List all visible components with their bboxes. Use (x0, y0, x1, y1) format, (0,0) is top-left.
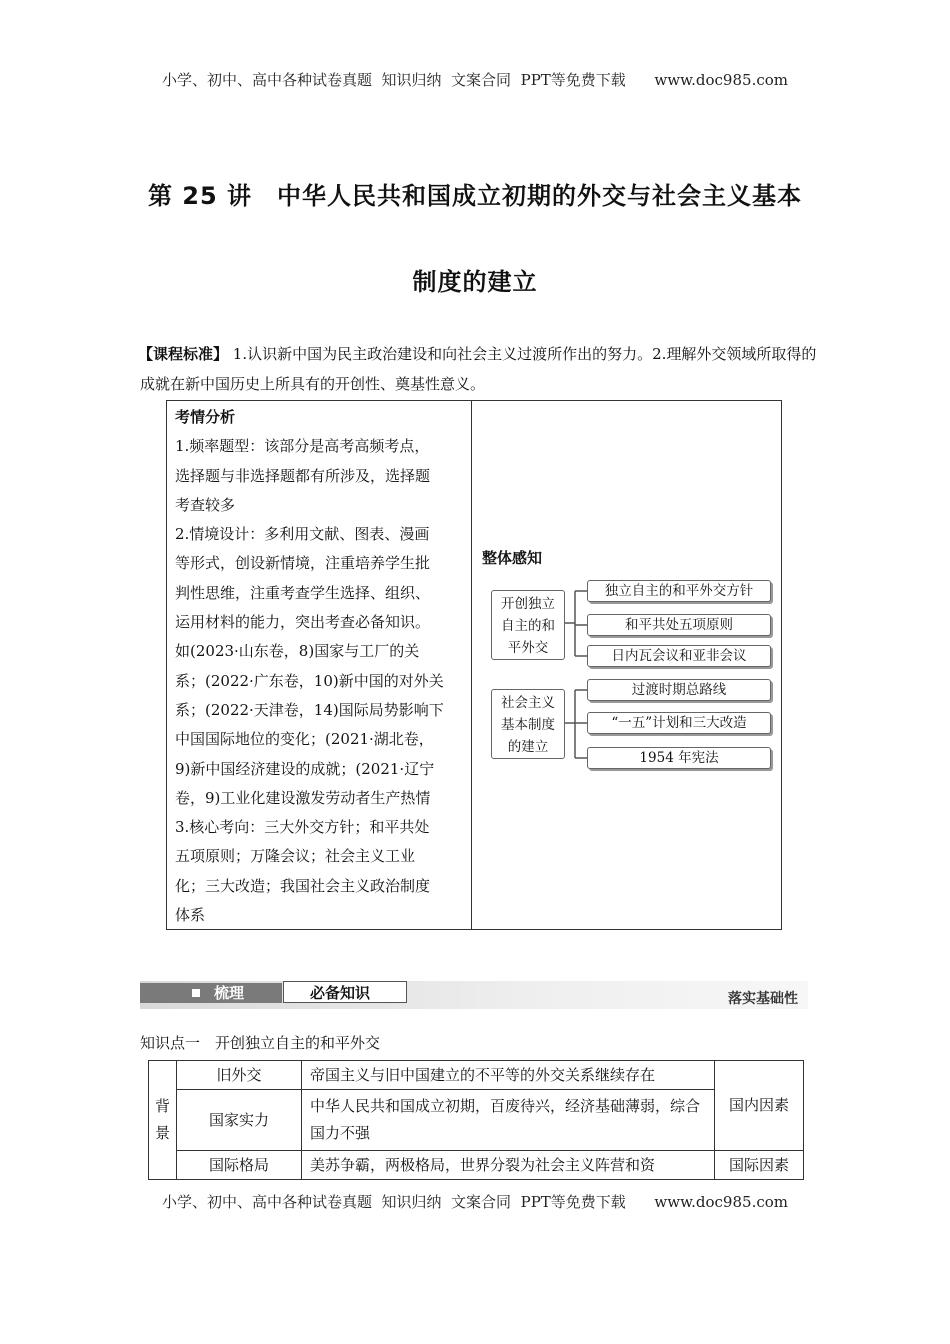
section-bar-dark (140, 983, 282, 1003)
mindmap-item: 和平共处五项原则 (587, 614, 771, 636)
mindmap-item: 过渡时期总路线 (587, 679, 771, 701)
mindmap-item: “一五”计划和三大改造 (587, 712, 771, 734)
row-name-cell: 国家实力 (177, 1090, 302, 1151)
row-content-cell: 中华人民共和国成立初期，百废待兴，经济基础薄弱，综合国力不强 (302, 1090, 715, 1151)
row-name-cell: 国际格局 (177, 1151, 302, 1180)
analysis-table (166, 400, 782, 930)
analysis-line: 系；(2022·天津卷，14)国际局势影响下 (175, 700, 444, 719)
table-row (149, 1061, 804, 1090)
factor-cell: 国内因素 (715, 1061, 804, 1151)
section-label-knowledge: 必备知识 (310, 984, 371, 1002)
group-label: 背景 (155, 1097, 171, 1142)
analysis-line: 五项原则；万隆会议；社会主义工业 (175, 847, 416, 866)
mindmap-panel (472, 401, 781, 929)
analysis-line: 体系 (175, 906, 206, 925)
group-label-cell (149, 1061, 177, 1180)
analysis-line: 选择题与非选择题都有所涉及，选择题 (175, 466, 431, 485)
analysis-line: 3.核心考向：三大外交方针；和平共处 (175, 818, 430, 837)
factor-cell: 国际因素 (715, 1151, 804, 1180)
background-table (148, 1060, 804, 1180)
knowledge-point-heading: 知识点一 开创独立自主的和平外交 (140, 1034, 381, 1052)
page-title-line2: 制度的建立 (412, 268, 538, 296)
mindmap-item: 1954 年宪法 (587, 747, 771, 769)
section-bar (140, 981, 808, 1009)
row-name-cell: 旧外交 (177, 1061, 302, 1090)
course-standard-tag: 【课程标准】 (138, 345, 229, 363)
mindmap-title: 整体感知 (482, 549, 543, 567)
row-content-cell: 帝国主义与旧中国建立的不平等的外交关系继续存在 (302, 1061, 715, 1090)
analysis-line: 如(2023·山东卷，8)国家与工厂的关 (175, 642, 420, 661)
exam-analysis (167, 401, 472, 929)
topic-line: 平外交 (507, 640, 549, 656)
analysis-line: 判性思维，注重考查学生选择、组织、 (175, 583, 431, 602)
analysis-line: 考查较多 (175, 495, 236, 514)
mindmap-topic-socialism (491, 689, 565, 759)
topic-line: 自主的和 (501, 618, 555, 634)
analysis-line: 中国国际地位的变化；(2021·湖北卷， (175, 730, 434, 749)
section-label-review: 梳理 (214, 984, 245, 1002)
page-title-line1: 第 25 讲 中华人民共和国成立初期的外交与社会主义基本 (147, 182, 803, 210)
section-label-foundation: 落实基础性 (728, 991, 798, 1007)
topic-line: 基本制度 (501, 717, 555, 733)
analysis-line: 1.频率题型：该部分是高考高频考点， (175, 437, 430, 456)
mindmap-item: 日内瓦会议和亚非会议 (587, 645, 771, 667)
course-standard-text: 1.认识新中国为民主政治建设和向社会主义过渡所作出的努力。2.理解外交领域所取得的成就在新中国历史上所具有的开创性、奠基性意义。 (140, 345, 817, 393)
analysis-line: 运用材料的能力，突出考查必备知识。 (175, 613, 431, 632)
topic-line: 的建立 (507, 739, 549, 755)
course-standard (140, 339, 820, 399)
page-footer: 小学、初中、高中各种试卷真题 知识归纳 文案合同 PPT等免费下载 www.doc985.com (161, 1193, 788, 1211)
analysis-line: 等形式，创设新情境，注重培养学生批 (175, 554, 431, 573)
row-content-cell: 美苏争霸，两极格局，世界分裂为社会主义阵营和资 (302, 1151, 715, 1180)
table-row (149, 1151, 804, 1180)
analysis-line: 9)新中国经济建设的成就；(2021·辽宁 (175, 759, 435, 778)
analysis-line: 2.情境设计：多利用文献、图表、漫画 (175, 525, 430, 544)
analysis-line: 化；三大改造；我国社会主义政治制度 (175, 876, 431, 895)
topic-line: 开创独立 (501, 596, 555, 612)
exam-analysis-heading: 考情分析 (175, 408, 236, 426)
mindmap-topic-diplomacy (491, 590, 565, 660)
topic-line: 社会主义 (501, 695, 555, 711)
analysis-line: 卷，9)工业化建设激发劳动者生产热情 (175, 788, 431, 807)
analysis-line: 系；(2022·广东卷，10)新中国的对外关 (175, 671, 444, 690)
mindmap-item: 独立自主的和平外交方针 (587, 580, 771, 602)
square-bullet-icon (192, 989, 200, 997)
table-row (149, 1090, 804, 1151)
page-header: 小学、初中、高中各种试卷真题 知识归纳 文案合同 PPT等免费下载 www.doc985.com (161, 71, 788, 89)
